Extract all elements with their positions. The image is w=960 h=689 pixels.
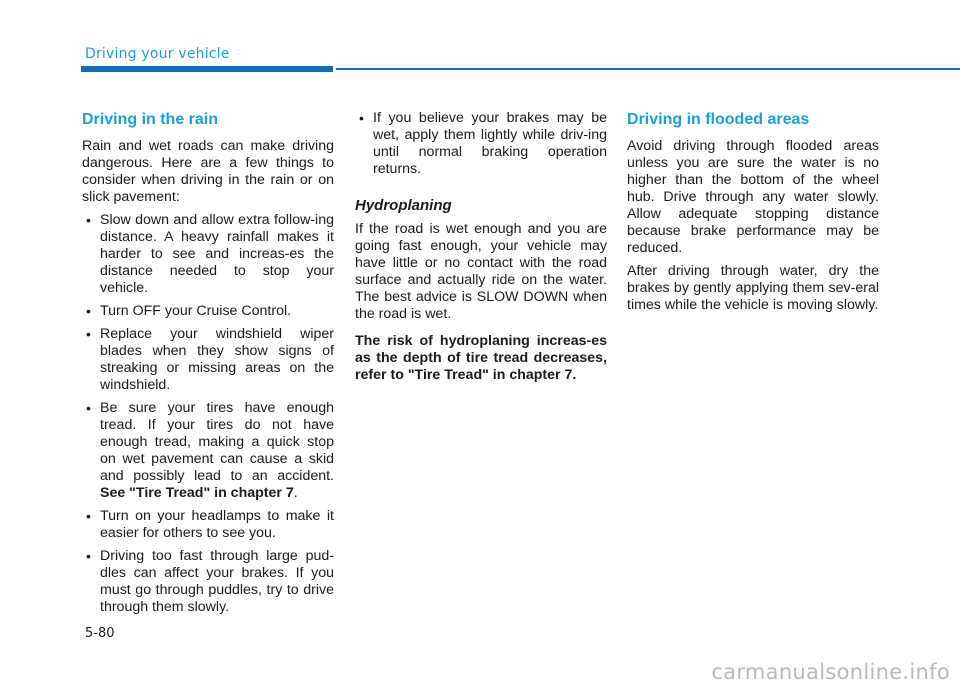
list-item-text: Turn OFF your Cruise Control. [100,303,292,319]
bullet-icon: • [86,548,91,564]
list-item [82,400,334,502]
list-item-text: Turn on your headlamps to make it easier for others to see you. [100,508,334,541]
list-item [82,548,334,616]
header-rule-thick [81,66,333,72]
list-item-text: Slow down and allow extra follow-ing distance. A heavy rainfall makes it harder to see and increas-es the distance needed to stop your vehicle. [100,212,334,296]
bullet-icon: • [86,212,91,228]
list-item [82,212,334,297]
hydroplaning-paragraph: If the road is wet enough and you are going fast enough, your vehicle may have little or no contact with the road surface and actually ride on the water. The best advice is SLOW DOWN when the road is wet. [355,221,607,322]
column-hydroplaning [355,110,607,390]
list-item [82,326,334,394]
list-item [82,508,334,542]
header-rule-thin [336,68,960,70]
reference-period: . [293,485,298,501]
list-item [355,110,607,178]
column-flooded-areas [627,110,879,320]
rain-intro-paragraph: Rain and wet roads can make driving dangerous. Here are a few things to consider when driving in the rain or on slick pavement: [82,138,334,205]
list-item-text: Be sure your tires have enough tread. If your tires do not have enough tread, making a quick stop on wet pavement can cause a skid and possibly lead to an accident. [100,400,334,484]
bullet-icon: • [86,400,91,416]
rain-tips-list [82,212,334,616]
heading-hydroplaning: Hydroplaning [355,197,452,214]
column-rain [82,110,334,622]
bullet-icon: • [86,508,91,524]
list-item-text: If you believe your brakes may be wet, apply them lightly while driv-ing until normal braking operation returns. [373,110,607,177]
heading-driving-in-rain: Driving in the rain [82,111,219,128]
tire-tread-reference: See "Tire Tread" in chapter 7 [100,485,294,501]
page-number: 5-80 [85,626,115,641]
bullet-icon: • [359,110,364,126]
brake-tips-list [355,110,607,178]
section-header-title: Driving your vehicle [85,46,230,62]
flooded-paragraph-1: Avoid driving through flooded areas unless you are sure the water is no higher than the bottom of the wheel hub. Drive through any water slowly. Allow adequate stopping distance because brake performance may be reduced. [627,138,879,256]
heading-driving-in-flooded-areas: Driving in flooded areas [627,111,810,128]
bullet-icon: • [86,326,91,342]
list-item-text: Driving too fast through large pud-dles can affect your brakes. If you must go through puddles, try to drive through them slowly. [100,548,334,615]
list-item [82,303,334,320]
bullet-icon: • [86,303,91,319]
watermark-text: carmanualsonline.info [711,660,950,684]
list-item-text: Replace your windshield wiper blades when they show signs of streaking or missing areas on the windshield. [100,326,334,393]
flooded-paragraph-2: After driving through water, dry the brakes by gently applying them sev-eral times while the vehicle is moving slowly. [627,263,879,313]
hydroplaning-warning-paragraph: The risk of hydroplaning increas-es as the depth of tire tread decreases, refer to "Tire Tread" in chapter 7. [355,333,607,383]
